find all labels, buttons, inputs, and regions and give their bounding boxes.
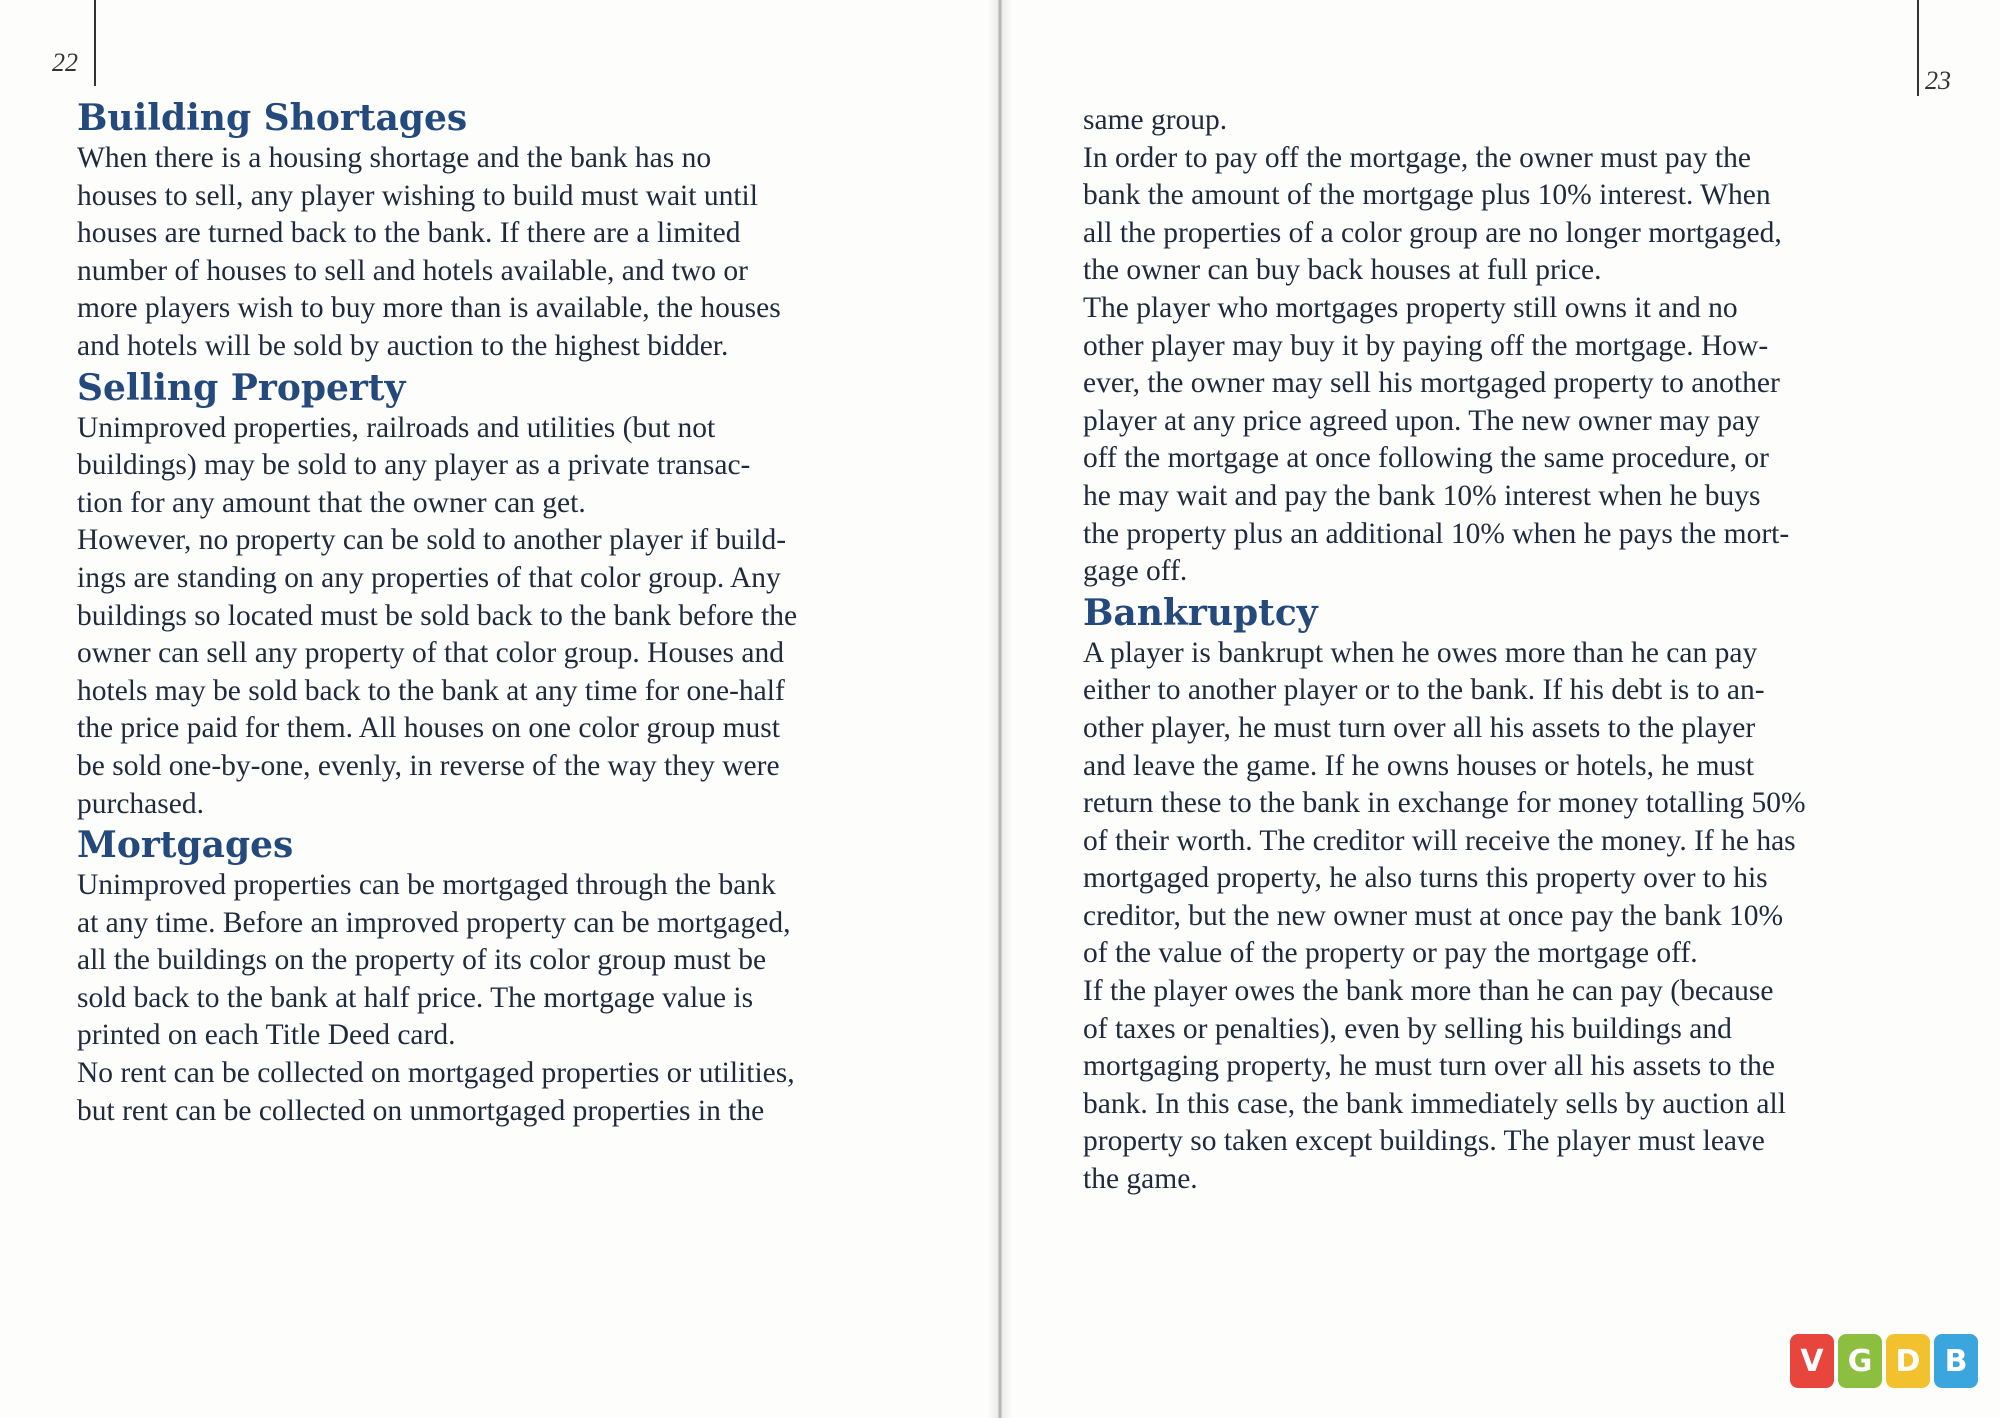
- text-line: number of houses to sell and hotels available, and two or: [77, 254, 748, 287]
- page-number-left: 22: [52, 48, 78, 77]
- page-corner-rule-left: [94, 0, 96, 86]
- text-line: the property plus an additional 10% when he pays the mort-: [1083, 517, 1790, 550]
- text-line: he may wait and pay the bank 10% interest when he buys: [1083, 479, 1761, 512]
- text-line: sold back to the bank at half price. The mortgage value is: [77, 981, 754, 1014]
- text-line: purchased.: [77, 787, 204, 820]
- text-line: hotels may be sold back to the bank at any time for one-half: [77, 674, 785, 707]
- text-line: ings are standing on any properties of that color group. Any: [77, 561, 781, 594]
- heading-mortgages: Mortgages: [77, 824, 294, 867]
- page-gutter: [988, 0, 1012, 1418]
- text-line: same group.: [1083, 104, 1228, 136]
- text-line: other player, he must turn over all his assets to the player: [1083, 711, 1756, 744]
- text-line: of their worth. The creditor will receive the money. If he has: [1083, 824, 1796, 857]
- text-line: player at any price agreed upon. The new owner may pay: [1083, 404, 1760, 437]
- text-line: In order to pay off the mortgage, the owner must pay the: [1083, 141, 1751, 174]
- paragraph: [77, 867, 937, 1055]
- page-corner-rule-right: [1917, 0, 1919, 96]
- text-line: bank. In this case, the bank immediately sells by auction all: [1083, 1087, 1786, 1120]
- logo-tile-b: B: [1934, 1334, 1978, 1388]
- logo-tile-g: G: [1838, 1334, 1882, 1388]
- heading-bankruptcy: Bankruptcy: [1083, 591, 1318, 634]
- text-line: property so taken except buildings. The player must leave: [1083, 1125, 1765, 1158]
- text-line: However, no property can be sold to another player if build-: [77, 524, 787, 557]
- text-line: Unimproved properties can be mortgaged through the bank: [77, 869, 776, 902]
- page-number-right: 23: [1925, 66, 1951, 95]
- text-line: printed on each Title Deed card.: [77, 1019, 456, 1052]
- text-line: ever, the owner may sell his mortgaged property to another: [1083, 367, 1780, 400]
- paragraph: [77, 522, 937, 823]
- vgdb-watermark-logo: [1790, 1334, 1990, 1394]
- text-line: return these to the bank in exchange for money totalling 50%: [1083, 787, 1806, 820]
- text-line: creditor, but the new owner must at once pay the bank 10%: [1083, 899, 1784, 932]
- heading-selling-property: Selling Property: [77, 366, 406, 409]
- paragraph: [1083, 973, 1943, 1199]
- text-line: mortgaged property, he also turns this property over to his: [1083, 862, 1768, 895]
- text-line: at any time. Before an improved property can be mortgaged,: [77, 906, 791, 939]
- text-line: gage off.: [1083, 555, 1188, 588]
- text-line: and hotels will be sold by auction to the highest bidder.: [77, 329, 729, 362]
- text-line: more players wish to buy more than is available, the houses: [77, 292, 781, 325]
- logo-tile-d: D: [1886, 1334, 1930, 1388]
- paragraph: [77, 140, 937, 366]
- text-line: bank the amount of the mortgage plus 10% interest. When: [1083, 179, 1771, 212]
- paragraph: [77, 1055, 937, 1130]
- text-line: of taxes or penalties), even by selling his buildings and: [1083, 1012, 1732, 1045]
- text-line: buildings so located must be sold back to the bank before the: [77, 599, 798, 632]
- right-page-text: [1083, 102, 1943, 1199]
- text-line: If the player owes the bank more than he can pay (because: [1083, 975, 1774, 1008]
- text-line: other player may buy it by paying off the mortgage. How-: [1083, 329, 1769, 362]
- text-line: either to another player or to the bank. If his debt is to an-: [1083, 674, 1765, 707]
- text-line: off the mortgage at once following the same procedure, or: [1083, 442, 1769, 475]
- text-line: Unimproved properties, railroads and utilities (but not: [77, 411, 716, 444]
- text-line: buildings) may be sold to any player as a private transac-: [77, 449, 751, 482]
- left-page-text: [77, 96, 937, 1130]
- text-line: No rent can be collected on mortgaged properties or utilities,: [77, 1057, 795, 1090]
- paragraph: [1083, 635, 1943, 973]
- text-line: the price paid for them. All houses on one color group must: [77, 712, 780, 745]
- text-line: be sold one-by-one, evenly, in reverse of the way they were: [77, 749, 780, 782]
- paragraph: [1083, 102, 1943, 290]
- text-line: owner can sell any property of that color group. Houses and: [77, 637, 784, 670]
- heading-building-shortages: Building Shortages: [77, 97, 468, 139]
- logo-tile-v: V: [1790, 1334, 1834, 1388]
- text-line: tion for any amount that the owner can get.: [77, 486, 586, 519]
- text-line: and leave the game. If he owns houses or hotels, he must: [1083, 749, 1754, 782]
- text-line: houses are turned back to the bank. If there are a limited: [77, 217, 741, 250]
- text-line: houses to sell, any player wishing to build must wait until: [77, 179, 758, 212]
- text-line: The player who mortgages property still owns it and no: [1083, 291, 1738, 324]
- text-line: A player is bankrupt when he owes more than he can pay: [1083, 636, 1758, 669]
- text-line: the game.: [1083, 1163, 1198, 1196]
- text-line: When there is a housing shortage and the bank has no: [77, 142, 712, 174]
- paragraph: [1083, 290, 1943, 591]
- text-line: all the buildings on the property of its color group must be: [77, 944, 767, 977]
- text-line: all the properties of a color group are no longer mortgaged,: [1083, 216, 1782, 249]
- text-line: of the value of the property or pay the mortgage off.: [1083, 937, 1698, 970]
- paragraph: [77, 410, 937, 523]
- text-line: the owner can buy back houses at full price.: [1083, 254, 1602, 287]
- text-line: but rent can be collected on unmortgaged properties in the: [77, 1094, 765, 1127]
- text-line: mortgaging property, he must turn over all his assets to the: [1083, 1050, 1776, 1083]
